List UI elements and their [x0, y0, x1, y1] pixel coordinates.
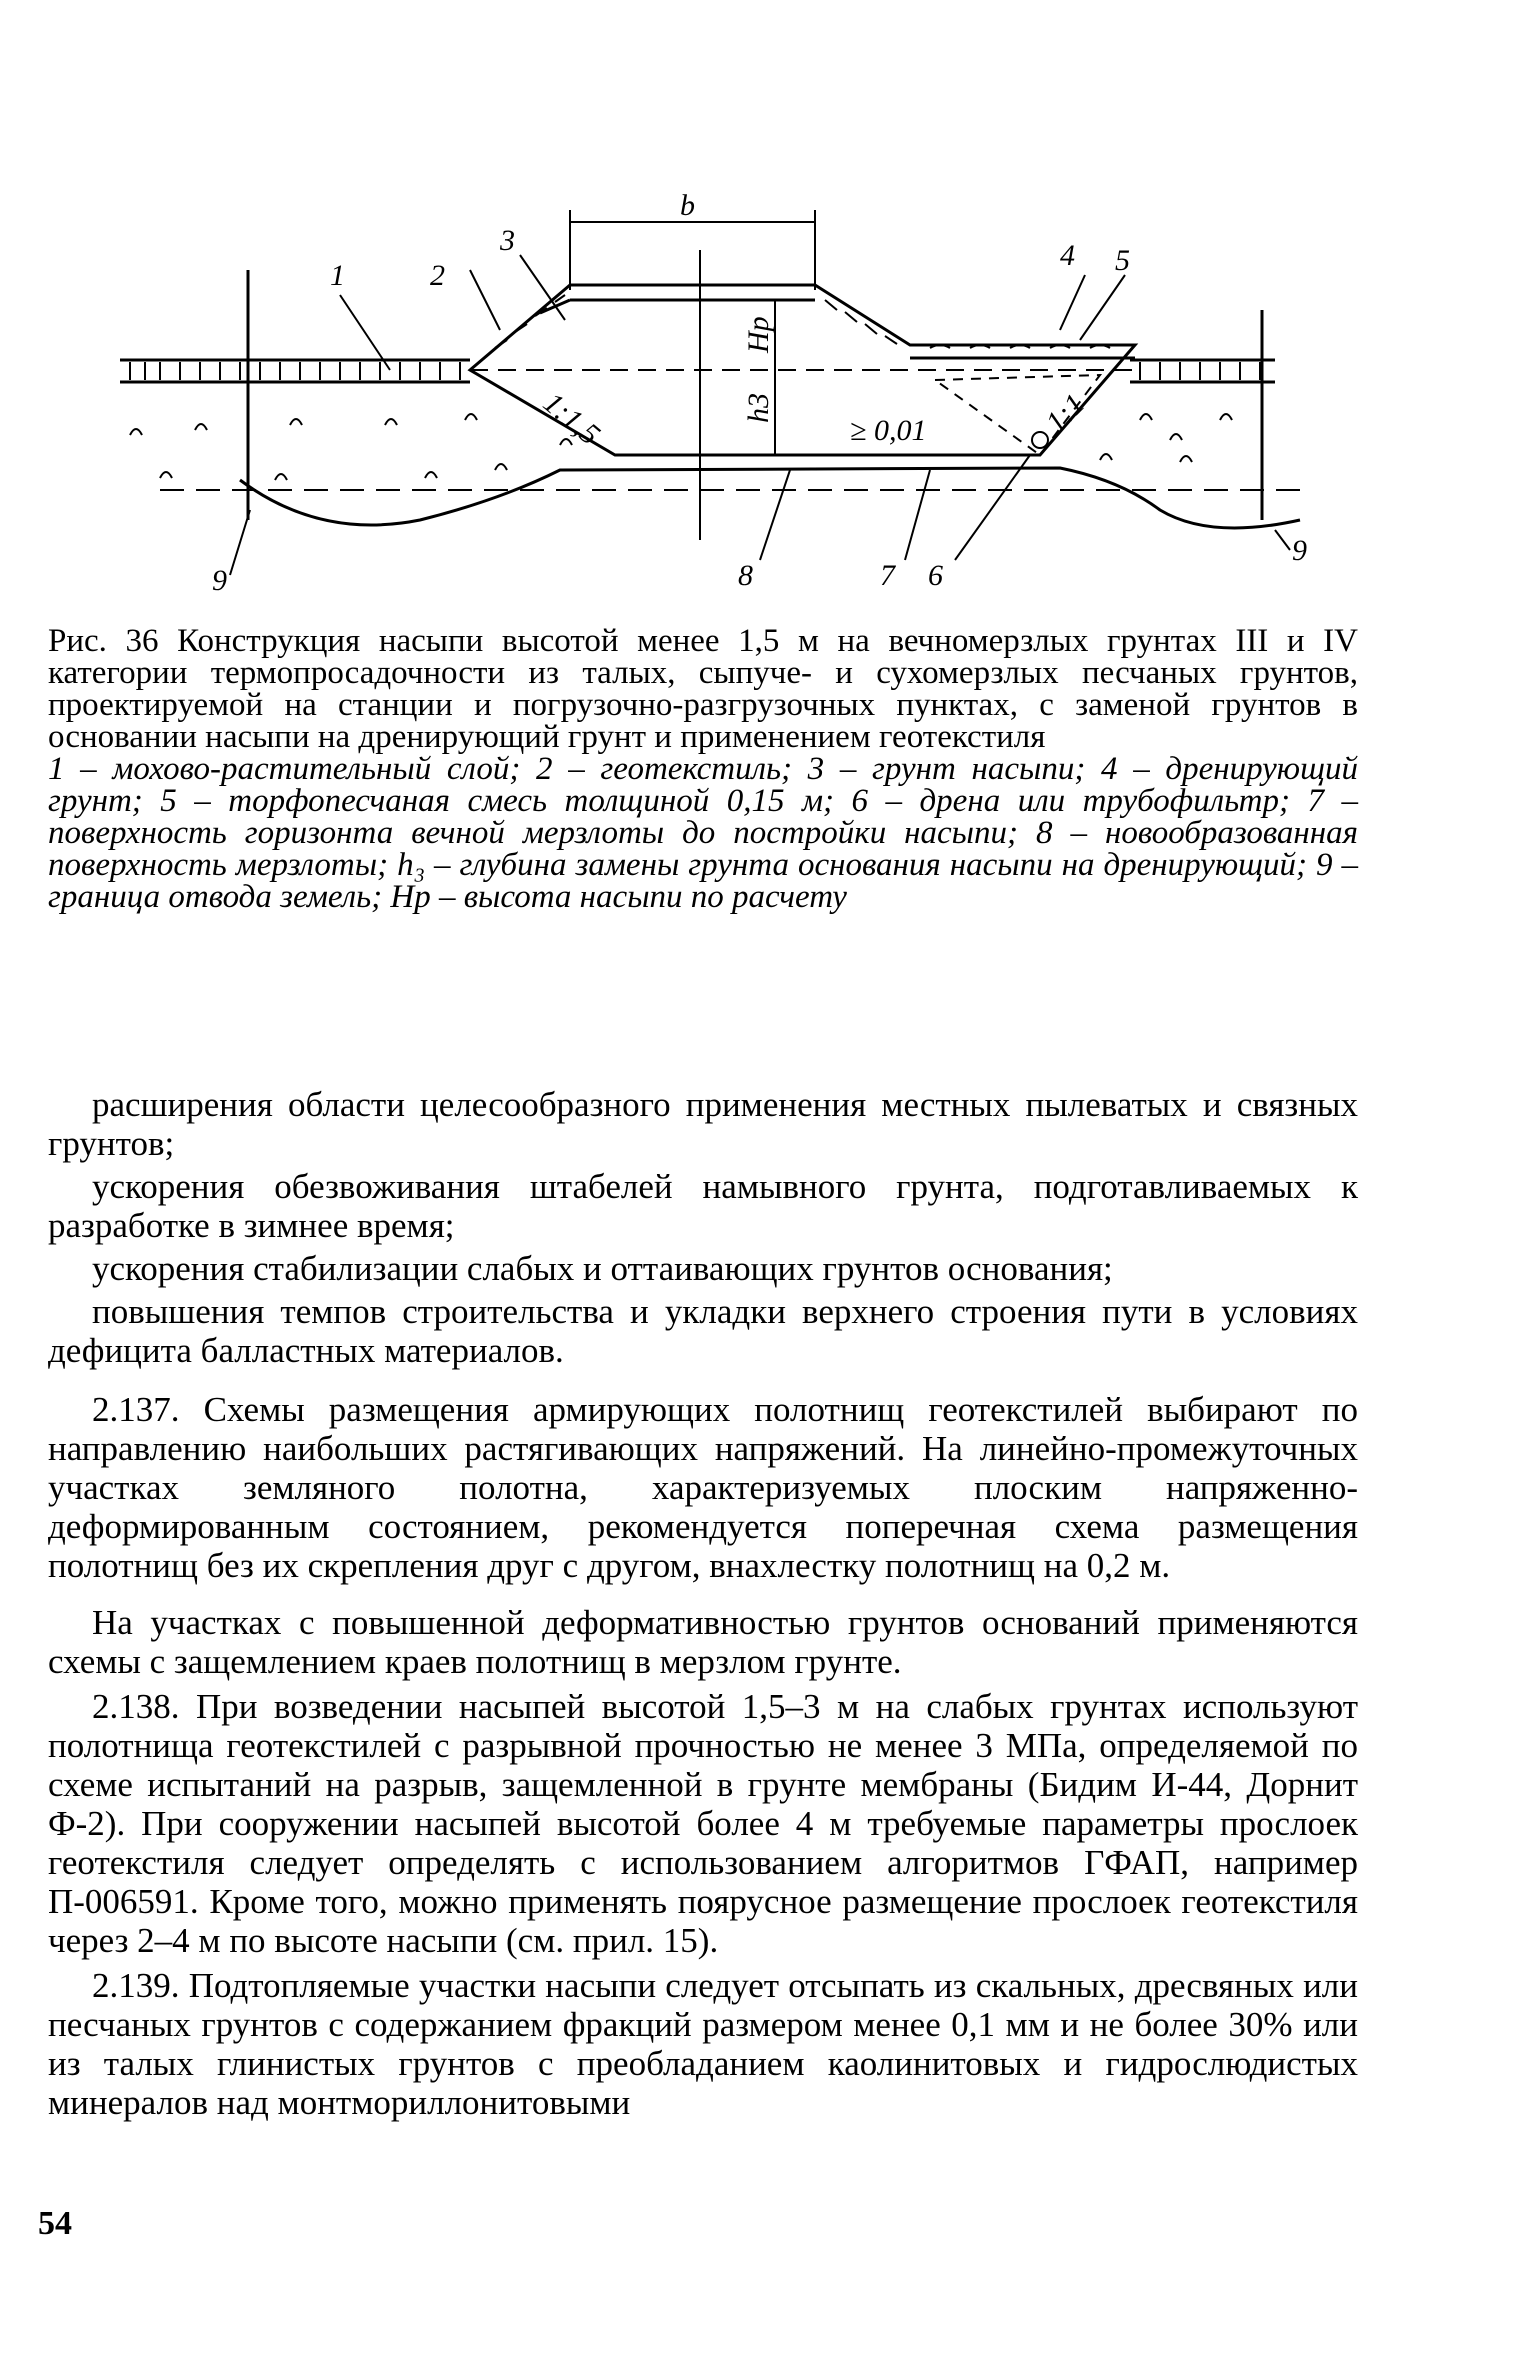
label-h3: h3: [742, 393, 775, 423]
label-hp: Hp: [742, 316, 775, 353]
label-8: 8: [738, 559, 753, 592]
label-b: b: [680, 189, 695, 222]
label-4: 4: [1060, 239, 1075, 272]
label-5: 5: [1115, 244, 1130, 277]
paragraph-2-137: 2.137. Схемы размещения армирующих полотнищ геотекстилей выбирают по направлению наибольших растягивающих напряжений. На линейно-промежуточных участках земляного полотна, характеризуемых плоским напряженно-деформированным состоянием, рекомендуется поперечная схема размещения полотнищ без их скрепления друг с другом, внахлестку полотнищ на 0,2 м.: [48, 1390, 1358, 1585]
page-number: 54: [38, 2205, 72, 2242]
label-9-right: 9: [1292, 534, 1307, 567]
paragraph: ускорения обезвоживания штабелей намывного грунта, подготавливаемых к разработке в зимнее время;: [48, 1167, 1358, 1245]
label-slope2: 1:1: [1039, 387, 1092, 440]
permafrost-new-surface: [240, 468, 1300, 528]
label-slope: 1:1,5: [536, 386, 607, 452]
label-9-left: 9: [212, 564, 227, 597]
paragraph: расширения области целесообразного применения местных пылеватых и связных грунтов;: [48, 1085, 1358, 1163]
label-1: 1: [330, 259, 345, 292]
paragraph: ускорения стабилизации слабых и оттаивающих грунтов основания;: [92, 1249, 1113, 1288]
paragraph-2-139: 2.139. Подтопляемые участки насыпи следует отсыпать из скальных, дресвяных или песчаных грунтов с содержанием фракций размером менее 0,1 мм и не более 30% или из талых глинистых грунтов с преобладанием каолинитовых и гидрослюдистых минералов над монтмориллонитовыми: [48, 1966, 1358, 2122]
label-7: 7: [880, 559, 895, 592]
paragraph-2-138: 2.138. При возведении насыпей высотой 1,5–3 м на слабых грунтах используют полотнища геотекстилей с разрывной прочностью не менее 3 МПа, определяемой по схеме испытаний на разрыв, защемленной в грунте мембраны (Бидим И-44, Дорнит Ф-2). При сооружении насыпей высотой более 4 м требуемые параметры прослоек геотекстиля следует определять с использованием алгоритмов ГФАП, например П-006591. Кроме того, можно применять поярусное размещение прослоек геотекстиля через 2–4 м по высоте насыпи (см. прил. 15).: [48, 1687, 1358, 1960]
moss-layer-right: [1130, 360, 1275, 382]
caption-legend: 1 – мохово-растительный слой; 2 – геотекстиль; 3 – грунт насыпи; 4 – дренирующий грунт; 5 – торфопесчаная смесь толщиной 0,15 м; 6 – дрена или трубофильтр; 7 – поверхность горизонта вечной мерзлоты до постройки насыпи; 8 – новообразованная поверхность мерзлоты; h₃ – глубина замены грунта основания насыпи на дренирующий; 9 – граница отвода земель; Hр – высота насыпи по расчету: [48, 751, 1358, 915]
label-6: 6: [928, 559, 943, 592]
paragraph: На участках с повышенной деформативностью грунтов оснований применяются схемы с защемлением краев полотнищ в мерзлом грунте.: [48, 1603, 1358, 1681]
moss-layer-left: [120, 360, 470, 382]
paragraph: повышения темпов строительства и укладки верхнего строения пути в условиях дефицита балластных материалов.: [48, 1292, 1358, 1370]
label-grade: ≥ 0,01: [850, 414, 927, 447]
figure-caption: [48, 625, 1358, 913]
body-text: [48, 1085, 1358, 2128]
caption-title: Рис. 36 Конструкция насыпи высотой менее 1,5 м на вечномерзлых грунтах III и IV категории термопросадочности из талых, сыпуче- и сухомерзлых песчаных грунтов, проектируемой на станции и погрузочно-разгрузочных пунктах, с заменой грунтов в основании насыпи на дренирующий грунт и применением геотекстиля: [48, 623, 1358, 755]
label-2: 2: [430, 259, 445, 292]
embankment-cross-section-diagram: [0, 0, 1532, 600]
label-3: 3: [500, 224, 515, 257]
